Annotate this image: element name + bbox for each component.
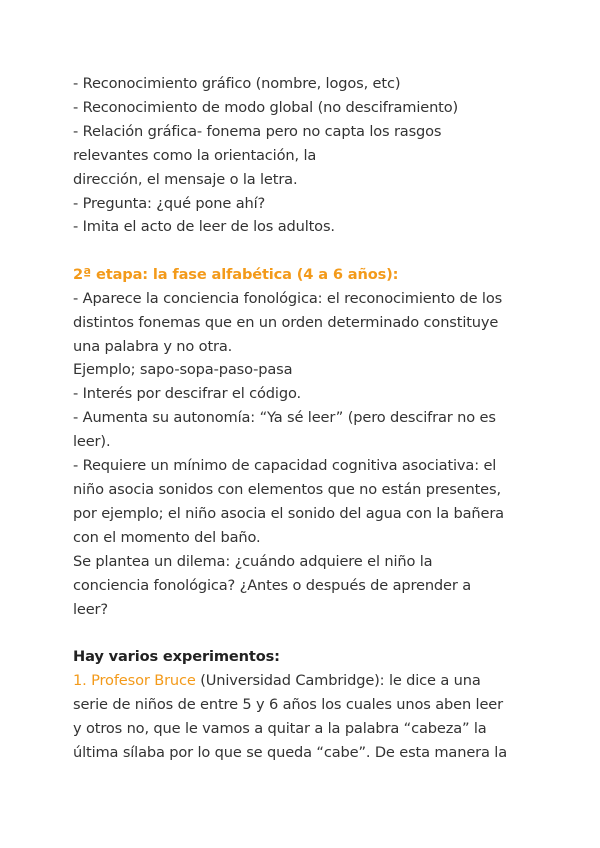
text-line: - Aparece la conciencia fonológica: el reconocimiento de los (73, 289, 503, 307)
text-line: niño asocia sonidos con elementos que no están presentes, (73, 481, 501, 498)
text-line: dirección, el mensaje o la letra. (73, 170, 298, 188)
text-line: serie de niños de entre 5 y 6 años los cuales unos aben leer (73, 695, 503, 713)
experiment-1-intro: (Universidad Cambridge): le dice a una (195, 671, 481, 689)
stage1-list (73, 72, 540, 239)
text-line: - Aumenta su autonomía: “Ya sé leer” (pero descifrar no es (73, 409, 496, 427)
experiments-heading: Hay varios experimentos: (73, 647, 280, 665)
paragraph-spacer (73, 621, 540, 645)
text-line: - Pregunta: ¿qué pone ahí? (73, 194, 266, 212)
stage2-list (73, 287, 540, 622)
text-line: por ejemplo; el niño asocia el sonido del agua con la bañera (73, 504, 504, 522)
text-line: - Reconocimiento gráfico (nombre, logos, etc) (73, 75, 401, 92)
experiment-1 (73, 669, 540, 765)
experiment-1-title: 1. Profesor Bruce (73, 671, 196, 689)
text-line: con el momento del baño. (73, 528, 261, 546)
text-line: Ejemplo; sapo-sopa-paso-pasa (73, 361, 293, 379)
text-line: leer? (73, 600, 109, 618)
text-line: conciencia fonológica? ¿Antes o después de aprender a (73, 576, 472, 594)
text-line: distintos fonemas que en un orden determinado constituye (73, 313, 499, 331)
stage2-heading: 2ª etapa: la fase alfabética (4 a 6 años): (73, 265, 399, 283)
text-line: - Interés por descifrar el código. (73, 385, 301, 403)
text-line: Se plantea un dilema: ¿cuándo adquiere el niño la (73, 552, 433, 570)
text-line: relevantes como la orientación, la (73, 146, 317, 164)
text-line: - Reconocimiento de modo global (no desciframiento) (73, 98, 459, 116)
text-line: leer). (73, 433, 111, 451)
paragraph-spacer (73, 239, 540, 263)
text-line: y otros no, que le vamos a quitar a la palabra “cabeza” la (73, 719, 487, 737)
text-line: una palabra y no otra. (73, 337, 233, 355)
text-line: - Imita el acto de leer de los adultos. (73, 218, 335, 236)
text-line (73, 669, 540, 693)
text-line: última sílaba por lo que se queda “cabe”. De esta manera la (73, 743, 507, 761)
text-line: - Requiere un mínimo de capacidad cognitiva asociativa: el (73, 457, 497, 475)
text-line: - Relación gráfica- fonema pero no capta los rasgos (73, 122, 442, 140)
